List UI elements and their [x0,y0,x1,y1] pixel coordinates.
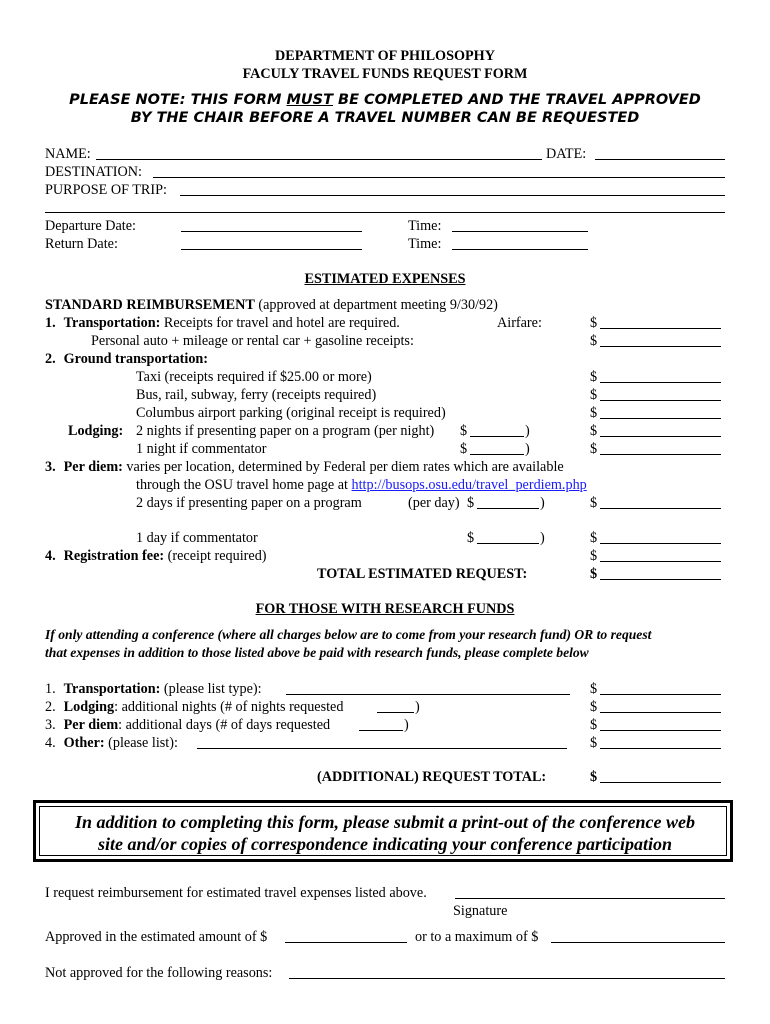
department-title: DEPARTMENT OF PHILOSOPHY [275,48,495,64]
notice-line-1: PLEASE NOTE: THIS FORM MUST BE COMPLETED AND THE TRAVEL APPROVED [69,92,701,108]
per-diem-commentator-amount[interactable] [600,543,721,544]
research-transportation-type[interactable] [286,694,570,695]
date-field[interactable] [595,159,725,160]
approved-amount-field[interactable] [285,942,407,943]
paren-close: ) [415,699,420,715]
dollar-sign: $ [590,423,598,439]
maximum-label: or to a maximum of $ [415,929,539,945]
lodging-per-night-rate[interactable] [470,436,524,437]
paren-close: ) [525,441,530,457]
per-diem-rate[interactable] [477,508,539,509]
notice-line-2: BY THE CHAIR BEFORE A TRAVEL NUMBER CAN BE REQUESTED [130,110,640,126]
per-diem-commentator-rate[interactable] [477,543,539,544]
dollar-sign: $ [590,681,598,697]
research-lodging-line: 2. Lodging: additional nights (# of nights requested [45,699,344,715]
research-days-requested[interactable] [359,730,403,731]
research-per-diem-amount[interactable] [600,730,721,731]
lodging-paper-amount[interactable] [600,436,721,437]
travel-perdiem-link[interactable]: http://busops.osu.edu/travel_perdiem.php [351,477,587,493]
bus-rail-amount[interactable] [600,400,721,401]
per-day-label: (per day) [408,495,460,511]
paren-close: ) [525,423,530,439]
paren-close: ) [404,717,409,733]
per-diem-paper-amount[interactable] [600,508,721,509]
dollar-sign: $ [460,423,468,439]
research-nights-requested[interactable] [377,712,414,713]
research-lodging-amount[interactable] [600,712,721,713]
lodging-paper-line: 2 nights if presenting paper on a program (per night) [136,423,435,439]
paren-close: ) [540,530,545,546]
total-estimated-amount[interactable] [600,579,721,580]
dollar-sign: $ [460,441,468,457]
dollar-sign: $ [590,699,598,715]
departure-time-label: Time: [408,218,442,234]
return-time-field[interactable] [452,249,588,250]
return-date-field[interactable] [181,249,362,250]
dollar-sign: $ [590,333,598,349]
destination-field[interactable] [153,177,725,178]
return-time-label: Time: [408,236,442,252]
standard-reimbursement: STANDARD REIMBURSEMENT (approved at department meeting 9/30/92) [45,297,498,313]
airport-parking-line: Columbus airport parking (original receipt is required) [136,405,446,421]
per-diem-commentator-line: 1 day if commentator [136,530,258,546]
lodging-commentator-rate[interactable] [470,454,524,455]
dollar-sign: $ [590,315,598,331]
dollar-sign: $ [590,717,598,733]
transportation-line: 1. Transportation: Receipts for travel and hotel are required. [45,315,400,331]
dollar-sign: $ [590,548,598,564]
airfare-label: Airfare: [497,315,542,331]
research-intro-line-2: that expenses in addition to those listed above be paid with research funds, please complete below [45,645,589,660]
departure-time-field[interactable] [452,231,588,232]
paren-close: ) [540,495,545,511]
dollar-sign: $ [590,405,598,421]
departure-date-label: Departure Date: [45,218,136,234]
total-estimated-label: TOTAL ESTIMATED REQUEST: [317,566,528,582]
lodging-commentator-amount[interactable] [600,454,721,455]
research-intro-line-1: If only attending a conference (where all charges below are to come from your research fund) OR to request [45,627,652,642]
research-funds-heading: FOR THOSE WITH RESEARCH FUNDS [255,601,515,617]
taxi-line: Taxi (receipts required if $25.00 or more) [136,369,372,385]
lodging-commentator-line: 1 night if commentator [136,441,267,457]
additional-total-label: (ADDITIONAL) REQUEST TOTAL: [317,769,547,785]
bus-rail-line: Bus, rail, subway, ferry (receipts required) [136,387,377,403]
dollar-sign: $ [467,495,475,511]
registration-fee-amount[interactable] [600,561,721,562]
dollar-sign: $ [590,769,598,785]
personal-auto-line: Personal auto + mileage or rental car + gasoline receipts: [91,333,414,349]
name-field[interactable] [96,159,542,160]
reimbursement-request-text: I request reimbursement for estimated travel expenses listed above. [45,885,427,901]
per-diem-line: 3. Per diem: varies per location, determined by Federal per diem rates which are available [45,459,564,475]
research-other-amount[interactable] [600,748,721,749]
personal-auto-amount[interactable] [600,346,721,347]
research-transportation-amount[interactable] [600,694,721,695]
research-other-list[interactable] [197,748,567,749]
dollar-sign: $ [590,369,598,385]
registration-fee-line: 4. Registration fee: (receipt required) [45,548,267,564]
per-diem-link-line: through the OSU travel home page at http://busops.osu.edu/travel_perdiem.php [136,477,587,493]
signature-label: Signature [453,903,508,919]
return-date-label: Return Date: [45,236,118,252]
dollar-sign: $ [590,566,598,582]
dollar-sign: $ [590,441,598,457]
conference-notice-line-1: In addition to completing this form, please submit a print-out of the conference web [74,812,696,832]
maximum-amount-field[interactable] [551,942,725,943]
departure-date-field[interactable] [181,231,362,232]
dollar-sign: $ [590,387,598,403]
purpose-field-line-2[interactable] [45,212,725,213]
additional-total-amount[interactable] [600,782,721,783]
taxi-amount[interactable] [600,382,721,383]
dollar-sign: $ [590,495,598,511]
airport-parking-amount[interactable] [600,418,721,419]
lodging-label: Lodging: [68,423,124,439]
per-diem-paper-line: 2 days if presenting paper on a program [136,495,362,511]
dollar-sign: $ [590,530,598,546]
name-label: NAME: [45,146,91,162]
research-other-line: 4. Other: (please list): [45,735,178,751]
not-approved-label: Not approved for the following reasons: [45,965,273,981]
purpose-label: PURPOSE OF TRIP: [45,182,167,198]
signature-field[interactable] [455,898,725,899]
estimated-expenses-heading: ESTIMATED EXPENSES [304,271,466,287]
approved-amount-label: Approved in the estimated amount of $ [45,929,268,945]
destination-label: DESTINATION: [45,164,142,180]
airfare-amount[interactable] [600,328,721,329]
conference-notice-line-2: site and/or copies of correspondence indicating your conference participation [98,834,672,854]
dollar-sign: $ [467,530,475,546]
date-label: DATE: [546,146,587,162]
research-per-diem-line: 3. Per diem: additional days (# of days requested [45,717,331,733]
research-transportation-line: 1. Transportation: (please list type): [45,681,262,697]
not-approved-reasons-field[interactable] [289,978,725,979]
form-title: FACULY TRAVEL FUNDS REQUEST FORM [242,66,528,82]
purpose-field[interactable] [180,195,725,196]
dollar-sign: $ [590,735,598,751]
ground-transportation-heading: 2. Ground transportation: [45,351,209,367]
